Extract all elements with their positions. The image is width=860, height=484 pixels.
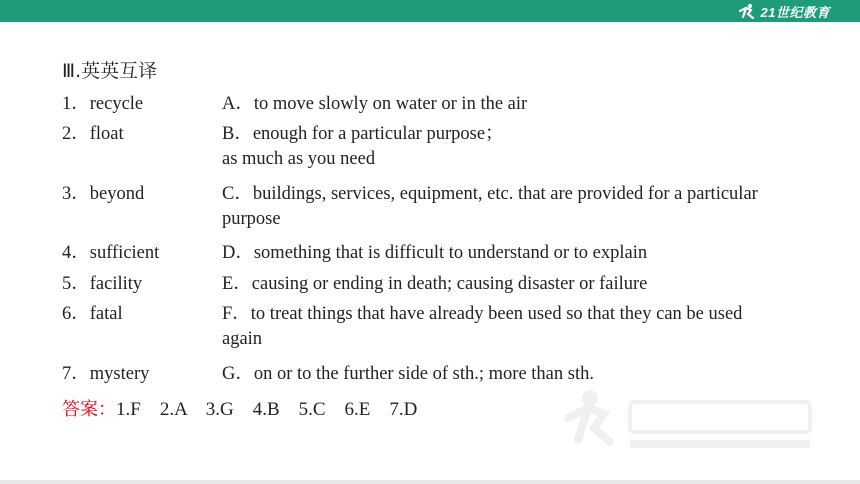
item-definition-cont: as much as you need — [222, 149, 376, 169]
item-definition: C．buildings, services, equipment, etc. that are provided for a particular — [222, 184, 758, 204]
runner-icon — [736, 3, 758, 19]
item-definition: F．to treat things that have already been used so that they can be used — [222, 304, 743, 324]
item-definition-cont: purpose — [222, 209, 281, 229]
item-definition: D．something that is difficult to understand or to explain — [222, 243, 648, 263]
item-term: 2．float — [62, 124, 124, 144]
answer-line — [62, 395, 417, 421]
answer-values: 1.F 2.A 3.G 4.B 5.C 6.E 7.D — [116, 399, 418, 420]
item-term: 3．beyond — [62, 184, 145, 204]
bottom-edge — [0, 480, 860, 484]
item-definition: G．on or to the further side of sth.; more than sth. — [222, 364, 594, 384]
item-term: 6．fatal — [62, 304, 123, 324]
item-definition: E．causing or ending in death; causing disaster or failure — [222, 274, 648, 294]
section-title: Ⅲ.英英互译 — [62, 60, 158, 82]
header-bar — [0, 0, 860, 22]
item-term: 1．recycle — [62, 94, 144, 114]
item-definition: B．enough for a particular purpose； — [222, 124, 504, 144]
item-term: 5．facility — [62, 274, 143, 294]
watermark-logo — [560, 380, 830, 460]
answer-label: 答案： — [62, 399, 116, 420]
item-term: 7．mystery — [62, 364, 150, 384]
item-definition: A．to move slowly on water or in the air — [222, 94, 528, 114]
brand-text: 21世纪教育 — [760, 4, 830, 20]
brand-logo — [736, 2, 830, 20]
item-definition-cont: again — [222, 329, 263, 349]
item-term: 4．sufficient — [62, 243, 160, 263]
